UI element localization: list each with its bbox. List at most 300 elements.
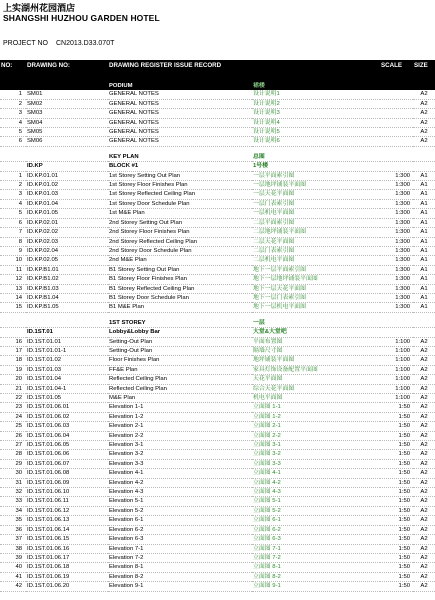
- drawing-number: ID.KP.B1.01: [26, 265, 108, 274]
- drawing-scale: 1:100: [380, 337, 413, 346]
- table-row: [0, 431, 435, 440]
- row-number: 24: [0, 412, 26, 421]
- drawing-title-cn: 综合天花平面图: [252, 384, 380, 393]
- drawing-title-cn: 立面图 4-2: [252, 478, 380, 487]
- table-row: [0, 275, 435, 284]
- drawing-scale: 1:300: [380, 218, 413, 227]
- table-row: [0, 218, 435, 227]
- row-number: 4: [0, 118, 26, 127]
- table-row: [0, 346, 435, 355]
- drawing-number: ID.1ST.01.02: [26, 356, 108, 365]
- drawing-scale: 1:50: [380, 516, 413, 525]
- drawing-scale: 1:50: [380, 431, 413, 440]
- row-number: 3: [0, 109, 26, 118]
- row-number: 15: [0, 303, 26, 312]
- drawing-title-cn: 立面图 6-3: [252, 535, 380, 544]
- drawing-number: ID.1ST.01.01-1: [26, 346, 108, 355]
- section-header-row: [0, 82, 435, 90]
- drawing-title-cn: 一层门表索引图: [252, 199, 380, 208]
- drawing-title: GENERAL NOTES: [108, 99, 252, 108]
- drawing-scale: 1:300: [380, 171, 413, 180]
- row-number: [0, 319, 26, 328]
- drawing-title: Elevation 2-2: [108, 431, 252, 440]
- row-number: 41: [0, 572, 26, 581]
- row-number: 12: [0, 275, 26, 284]
- drawing-number: SM01: [26, 90, 108, 99]
- drawing-number: ID.1ST.01.03: [26, 365, 108, 374]
- table-row: [0, 506, 435, 515]
- drawing-title-cn: 裙楼: [252, 82, 380, 90]
- drawing-scale: [380, 90, 413, 99]
- drawing-number: ID.1ST.01.06.06: [26, 450, 108, 459]
- drawing-number: ID.1ST.01.06.11: [26, 497, 108, 506]
- drawing-title-cn: 天花平面图: [252, 375, 380, 384]
- drawing-title: Elevation 4-3: [108, 488, 252, 497]
- sheet-size: A2: [413, 497, 435, 506]
- drawing-scale: 1:50: [380, 478, 413, 487]
- drawing-title-cn: 地坪铺装平面图: [252, 356, 380, 365]
- drawing-scale: 1:300: [380, 190, 413, 199]
- row-number: 5: [0, 209, 26, 218]
- table-row: [0, 544, 435, 553]
- project-number: [3, 40, 122, 47]
- drawing-title: B1 Storey Setting Out Plan: [108, 265, 252, 274]
- drawing-number: ID.KP.01.04: [26, 199, 108, 208]
- drawing-scale: [380, 153, 413, 162]
- drawing-title: 1st Storey Floor Finishes Plan: [108, 181, 252, 190]
- table-row: [0, 293, 435, 302]
- drawing-number: ID.1ST.01.06.09: [26, 478, 108, 487]
- drawing-number: ID.KP.B1.05: [26, 303, 108, 312]
- drawing-title-cn: 一层: [252, 319, 380, 328]
- drawing-title-cn: 立面图 2-2: [252, 431, 380, 440]
- sheet-size: A1: [413, 293, 435, 302]
- drawing-scale: 1:300: [380, 303, 413, 312]
- table-row: [0, 190, 435, 199]
- drawing-title: Elevation 4-2: [108, 478, 252, 487]
- sheet-size: A2: [413, 525, 435, 534]
- drawing-title: Elevation 7-1: [108, 544, 252, 553]
- table-row: [0, 118, 435, 127]
- table-row: [0, 356, 435, 365]
- drawing-number: ID.KP.01.03: [26, 190, 108, 199]
- drawing-title-cn: 设计说明2: [252, 99, 380, 108]
- drawing-number: ID.KP.02.05: [26, 256, 108, 265]
- drawing-scale: 1:50: [380, 535, 413, 544]
- drawing-title: Elevation 5-1: [108, 497, 252, 506]
- drawing-scale: 1:50: [380, 469, 413, 478]
- drawing-title: Elevation 3-1: [108, 441, 252, 450]
- drawing-title: 1ST STOREY: [108, 319, 252, 328]
- drawing-number: ID.1ST.01.05: [26, 394, 108, 403]
- drawing-number: ID.KP.B1.02: [26, 275, 108, 284]
- drawing-scale: 1:300: [380, 293, 413, 302]
- drawing-title-cn: 一层地坪铺装平面图: [252, 181, 380, 190]
- drawing-number: ID.KP.01.05: [26, 209, 108, 218]
- drawing-title-cn: 一层天花平面图: [252, 190, 380, 199]
- row-number: 5: [0, 128, 26, 137]
- drawing-title: 2nd Storey Floor Finishes Plan: [108, 228, 252, 237]
- col-size-header: SIZE: [413, 60, 435, 82]
- drawing-number: SM05: [26, 128, 108, 137]
- drawing-number: ID.1ST.01.06.02: [26, 412, 108, 421]
- row-number: 16: [0, 337, 26, 346]
- drawing-title-cn: 1号楼: [252, 162, 380, 171]
- table-row: [0, 109, 435, 118]
- hotel-title-cn: 上实湖州花园酒店: [3, 4, 76, 14]
- row-number: 23: [0, 403, 26, 412]
- sheet-size: A2: [413, 356, 435, 365]
- drawing-title: Elevation 6-3: [108, 535, 252, 544]
- drawing-scale: 1:300: [380, 256, 413, 265]
- table-row: [0, 303, 435, 312]
- table-row: [0, 478, 435, 487]
- sheet-size: A2: [413, 118, 435, 127]
- col-drawing-no-header: DRAWING NO:: [26, 60, 108, 82]
- row-number: 38: [0, 544, 26, 553]
- table-row: [0, 209, 435, 218]
- drawing-title: Lobby&Lobby Bar: [108, 328, 252, 337]
- sheet-size: A2: [413, 403, 435, 412]
- row-number: 13: [0, 284, 26, 293]
- row-number: 26: [0, 431, 26, 440]
- sheet-size: A2: [413, 412, 435, 421]
- drawing-number: ID.1ST.01.06.07: [26, 459, 108, 468]
- table-header-row: [0, 60, 435, 82]
- row-number: 18: [0, 356, 26, 365]
- sheet-size: A1: [413, 228, 435, 237]
- row-number: 10: [0, 256, 26, 265]
- row-number: 35: [0, 516, 26, 525]
- drawing-title: B1 M&E Plan: [108, 303, 252, 312]
- drawing-title: Elevation 9-1: [108, 582, 252, 591]
- drawing-title-cn: 立面图 4-3: [252, 488, 380, 497]
- sheet-size: A2: [413, 90, 435, 99]
- drawing-title: B1 Storey Reflected Ceiling Plan: [108, 284, 252, 293]
- document-header: [0, 0, 435, 60]
- sheet-size: A2: [413, 469, 435, 478]
- drawing-number: ID.1ST.01.06.14: [26, 525, 108, 534]
- row-number: 28: [0, 450, 26, 459]
- row-number: 29: [0, 459, 26, 468]
- drawing-title-cn: 立面图 8-2: [252, 572, 380, 581]
- drawing-title-cn: 立面图 3-1: [252, 441, 380, 450]
- drawing-title: FF&E Plan: [108, 365, 252, 374]
- row-number: 6: [0, 137, 26, 146]
- drawing-title: KEY PLAN: [108, 153, 252, 162]
- row-number: [0, 162, 26, 171]
- drawing-title-cn: 设计说明1: [252, 90, 380, 99]
- drawing-title-cn: 设计说明6: [252, 137, 380, 146]
- drawing-title-cn: 立面图 4-1: [252, 469, 380, 478]
- drawing-title-cn: 设计说明4: [252, 118, 380, 127]
- drawing-number: ID.1ST.01.06.19: [26, 572, 108, 581]
- row-number: 22: [0, 394, 26, 403]
- sheet-size: A2: [413, 544, 435, 553]
- drawing-title-cn: 立面图 3-3: [252, 459, 380, 468]
- table-row: [0, 365, 435, 374]
- drawing-scale: [380, 99, 413, 108]
- row-number: 42: [0, 582, 26, 591]
- table-row: [0, 256, 435, 265]
- drawing-scale: [380, 162, 413, 171]
- row-number: 1: [0, 90, 26, 99]
- sheet-size: A1: [413, 181, 435, 190]
- drawing-title: 1st Storey Reflected Ceiling Plan: [108, 190, 252, 199]
- table-row: [0, 181, 435, 190]
- drawing-scale: 1:50: [380, 412, 413, 421]
- drawing-title-cn: 地下一层平面索引图: [252, 265, 380, 274]
- sheet-size: A1: [413, 275, 435, 284]
- drawing-title: Elevation 4-1: [108, 469, 252, 478]
- drawing-scale: 1:100: [380, 356, 413, 365]
- sheet-size: A1: [413, 190, 435, 199]
- table-row: [0, 128, 435, 137]
- sheet-size: A1: [413, 199, 435, 208]
- row-number: 21: [0, 384, 26, 393]
- drawing-title-cn: 立面图 8-1: [252, 563, 380, 572]
- drawing-title: Elevation 6-2: [108, 525, 252, 534]
- table-row: [0, 137, 435, 146]
- drawing-number: ID.1ST.01.06.01: [26, 403, 108, 412]
- drawing-title: 1st Storey Setting Out Plan: [108, 171, 252, 180]
- sheet-size: A2: [413, 431, 435, 440]
- drawing-number: ID.1ST.01.06.13: [26, 516, 108, 525]
- table-row: [0, 199, 435, 208]
- sheet-size: A1: [413, 171, 435, 180]
- drawing-scale: 1:300: [380, 246, 413, 255]
- sheet-size: A2: [413, 422, 435, 431]
- section-header-row: [0, 153, 435, 162]
- table-row: [0, 412, 435, 421]
- row-number: 1: [0, 171, 26, 180]
- drawing-number: ID.1ST.01.06.08: [26, 469, 108, 478]
- drawing-title-cn: 二层机电平面图: [252, 256, 380, 265]
- sheet-size: A2: [413, 346, 435, 355]
- drawing-scale: 1:50: [380, 506, 413, 515]
- drawing-scale: 1:300: [380, 275, 413, 284]
- drawing-scale: 1:300: [380, 209, 413, 218]
- drawing-scale: [380, 319, 413, 328]
- drawing-scale: 1:50: [380, 563, 413, 572]
- drawing-title-cn: 立面图 5-2: [252, 506, 380, 515]
- table-row: [0, 90, 435, 99]
- row-number: 8: [0, 237, 26, 246]
- drawing-scale: 1:50: [380, 525, 413, 534]
- drawing-scale: 1:100: [380, 346, 413, 355]
- drawing-scale: 1:300: [380, 228, 413, 237]
- sheet-size: [413, 328, 435, 337]
- drawing-title-cn: 一层机电平面图: [252, 209, 380, 218]
- table-row: [0, 553, 435, 562]
- sheet-size: A2: [413, 572, 435, 581]
- drawing-title-cn: 立面图 1-1: [252, 403, 380, 412]
- col-register-header: DRAWING REGISTER ISSUE RECORD: [108, 60, 380, 82]
- table-row: [0, 572, 435, 581]
- drawing-scale: 1:50: [380, 572, 413, 581]
- row-number: 6: [0, 218, 26, 227]
- sheet-size: A1: [413, 237, 435, 246]
- drawing-number: [26, 319, 108, 328]
- sheet-size: A1: [413, 256, 435, 265]
- table-row: [0, 246, 435, 255]
- drawing-title-cn: 地下一层机电平面图: [252, 303, 380, 312]
- drawing-scale: 1:300: [380, 265, 413, 274]
- table-row: [0, 459, 435, 468]
- row-number: 19: [0, 365, 26, 374]
- row-number: 39: [0, 553, 26, 562]
- drawing-title-cn: 设计说明3: [252, 109, 380, 118]
- drawing-number: ID.1ST.01.06.17: [26, 553, 108, 562]
- sheet-size: A2: [413, 450, 435, 459]
- col-no-header: NO:: [0, 60, 26, 82]
- drawing-number: ID.1ST.01.04-1: [26, 384, 108, 393]
- drawing-number: ID.1ST.01.04: [26, 375, 108, 384]
- drawing-number: ID.1ST.01.06.05: [26, 441, 108, 450]
- drawing-title: Elevation 1-1: [108, 403, 252, 412]
- row-number: 7: [0, 228, 26, 237]
- drawing-number: ID.KP.B1.03: [26, 284, 108, 293]
- drawing-scale: 1:50: [380, 450, 413, 459]
- drawing-title: 1st Storey Door Schedule Plan: [108, 199, 252, 208]
- table-row: [0, 469, 435, 478]
- sheet-size: A2: [413, 137, 435, 146]
- drawing-title: B1 Storey Floor Finishes Plan: [108, 275, 252, 284]
- drawing-number: ID.1ST.01: [26, 328, 108, 337]
- hotel-title-en: SHANGSHI HUZHOU GARDEN HOTEL: [3, 13, 160, 23]
- row-number: 2: [0, 181, 26, 190]
- drawing-title: GENERAL NOTES: [108, 137, 252, 146]
- row-number: 36: [0, 525, 26, 534]
- table-row: [0, 450, 435, 459]
- drawing-number: ID.1ST.01.06.10: [26, 488, 108, 497]
- drawing-register-table: [0, 60, 435, 592]
- table-row: [0, 497, 435, 506]
- section-header-row: [0, 328, 435, 337]
- drawing-title-cn: 地下一层天花平面图: [252, 284, 380, 293]
- drawing-title: Reflected Ceiling Plan: [108, 375, 252, 384]
- drawing-scale: [380, 82, 413, 90]
- sheet-size: A2: [413, 516, 435, 525]
- col-scale-header: SCALE: [380, 60, 413, 82]
- drawing-title-cn: 立面图 1-2: [252, 412, 380, 421]
- drawing-number: ID.1ST.01.06.20: [26, 582, 108, 591]
- drawing-title: Elevation 6-1: [108, 516, 252, 525]
- sheet-size: [413, 153, 435, 162]
- row-number: 33: [0, 497, 26, 506]
- drawing-title: GENERAL NOTES: [108, 109, 252, 118]
- drawing-title: Elevation 2-1: [108, 422, 252, 431]
- drawing-number: SM06: [26, 137, 108, 146]
- row-number: 17: [0, 346, 26, 355]
- drawing-title: Elevation 1-2: [108, 412, 252, 421]
- drawing-number: SM02: [26, 99, 108, 108]
- table-row: [0, 563, 435, 572]
- drawing-title-cn: 立面图 6-2: [252, 525, 380, 534]
- sheet-size: [413, 162, 435, 171]
- drawing-scale: 1:300: [380, 237, 413, 246]
- drawing-number: ID.1ST.01.06.18: [26, 563, 108, 572]
- row-number: 20: [0, 375, 26, 384]
- table-row: [0, 384, 435, 393]
- sheet-size: A1: [413, 303, 435, 312]
- drawing-number: ID.KP.01.01: [26, 171, 108, 180]
- row-number: 31: [0, 478, 26, 487]
- drawing-title: GENERAL NOTES: [108, 128, 252, 137]
- drawing-title-cn: 地下一层门表索引图: [252, 293, 380, 302]
- drawing-title: 2nd Storey Reflected Ceiling Plan: [108, 237, 252, 246]
- drawing-title: Reflected Ceiling Plan: [108, 384, 252, 393]
- drawing-title-cn: 设计说明5: [252, 128, 380, 137]
- sheet-size: A2: [413, 99, 435, 108]
- sheet-size: A2: [413, 384, 435, 393]
- sheet-size: A2: [413, 109, 435, 118]
- drawing-number: ID.KP.02.01: [26, 218, 108, 227]
- sheet-size: A2: [413, 337, 435, 346]
- drawing-title-cn: 平面布置图: [252, 337, 380, 346]
- drawing-scale: 1:50: [380, 488, 413, 497]
- sheet-size: A1: [413, 218, 435, 227]
- drawing-title-cn: 二层平面索引图: [252, 218, 380, 227]
- row-number: [0, 82, 26, 90]
- drawing-title-cn: 立面图 9-1: [252, 582, 380, 591]
- drawing-title-cn: 机电平面图: [252, 394, 380, 403]
- drawing-title-cn: 立面图 7-1: [252, 544, 380, 553]
- drawing-title: Elevation 3-3: [108, 459, 252, 468]
- row-number: [0, 328, 26, 337]
- row-number: 4: [0, 199, 26, 208]
- drawing-title-cn: 二层门表索引图: [252, 246, 380, 255]
- row-number: 9: [0, 246, 26, 255]
- drawing-title-cn: 总图: [252, 153, 380, 162]
- drawing-scale: 1:50: [380, 544, 413, 553]
- drawing-scale: 1:50: [380, 459, 413, 468]
- drawing-title-cn: 一层平面索引图: [252, 171, 380, 180]
- drawing-title-cn: 二层地坪铺装平面图: [252, 228, 380, 237]
- table-row: [0, 284, 435, 293]
- row-number: 14: [0, 293, 26, 302]
- drawing-title: GENERAL NOTES: [108, 90, 252, 99]
- drawing-title: Elevation 7-2: [108, 553, 252, 562]
- table-row: [0, 403, 435, 412]
- drawing-title-cn: 隔墙尺寸图: [252, 346, 380, 355]
- drawing-number: ID.1ST.01.06.15: [26, 535, 108, 544]
- table-row: [0, 337, 435, 346]
- sheet-size: A2: [413, 365, 435, 374]
- drawing-number: ID.1ST.01.06.04: [26, 431, 108, 440]
- drawing-scale: 1:50: [380, 553, 413, 562]
- section-header-row: [0, 319, 435, 328]
- sheet-size: A2: [413, 506, 435, 515]
- drawing-title: Setting-Out Plan: [108, 337, 252, 346]
- drawing-scale: [380, 128, 413, 137]
- drawing-scale: 1:50: [380, 403, 413, 412]
- row-number: 30: [0, 469, 26, 478]
- drawing-number: ID.KP.02.03: [26, 237, 108, 246]
- table-row: [0, 99, 435, 108]
- row-number: 25: [0, 422, 26, 431]
- table-row: [0, 582, 435, 591]
- row-number: 40: [0, 563, 26, 572]
- drawing-scale: 1:100: [380, 394, 413, 403]
- drawing-scale: [380, 118, 413, 127]
- sheet-size: A2: [413, 582, 435, 591]
- table-row: [0, 375, 435, 384]
- drawing-title-cn: 立面图 2-1: [252, 422, 380, 431]
- project-number-label: PROJECT NO: [3, 40, 48, 47]
- table-row: [0, 228, 435, 237]
- drawing-number: [26, 82, 108, 90]
